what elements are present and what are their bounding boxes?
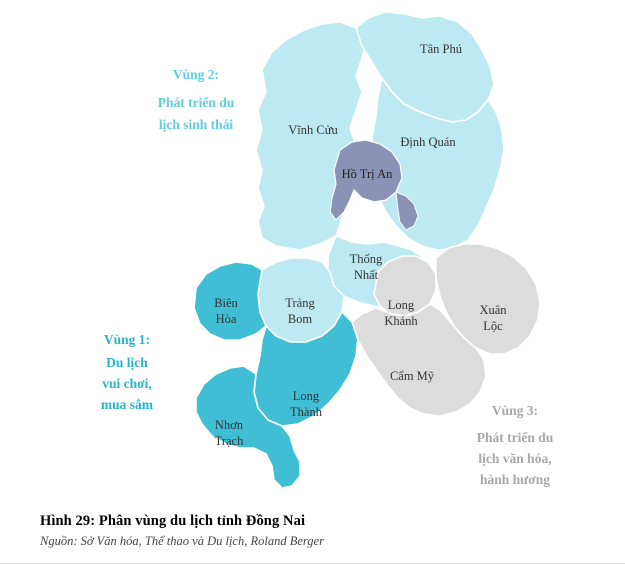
district-label-long-khanh-line1: Long [387, 297, 415, 312]
zone-3-title: Vùng 3: [491, 403, 539, 419]
district-label-trang-bom-line2: Bom [287, 311, 313, 326]
district-label-thong-nhat-line1: Thống [349, 251, 383, 266]
district-label-cam-my: Cẩm Mỹ [389, 368, 435, 383]
zone-3-line-3: hành hương [480, 472, 550, 488]
district-label-bien-hoa-line1: Biên [214, 295, 238, 310]
zone-1-annotation [101, 332, 154, 412]
zone-2-annotation [158, 67, 235, 132]
district-label-dinh-quan: Định Quán [400, 134, 456, 149]
district-label-nhon-trach-line1: Nhơn [214, 417, 244, 432]
figure-caption: Hình 29: Phân vùng du lịch tỉnh Đồng Nai [40, 513, 306, 529]
zone-1-line-3: mua sắm [100, 397, 154, 413]
page-divider [0, 563, 625, 564]
district-shape-vinh-cuu[interactable] [256, 22, 366, 250]
figure-source: Nguồn: Sở Văn hóa, Thể thao và Du lịch, Roland Berger [40, 534, 324, 548]
district-label-xuan-loc-line2: Lộc [483, 318, 503, 333]
zone-2-title: Vùng 2: [172, 67, 220, 83]
zone-3-line-1: Phát triển du [476, 430, 554, 446]
district-label-long-khanh-line2: Khánh [384, 313, 418, 328]
zone-2-line-1: Phát triển du [157, 95, 235, 111]
district-label-xuan-loc-line1: Xuân [479, 302, 507, 317]
district-label-tan-phu: Tân Phú [419, 41, 463, 56]
zone-1-line-2: vui chơi, [102, 376, 152, 392]
district-label-long-thanh-line2: Thành [290, 404, 322, 419]
zone-3-line-2: lịch văn hóa, [478, 451, 552, 467]
district-shape-bien-hoa[interactable] [194, 262, 266, 340]
district-label-thong-nhat-line2: Nhất [353, 267, 379, 282]
district-label-nhon-trach-line2: Trạch [214, 433, 244, 448]
district-label-long-thanh-line1: Long [292, 388, 320, 403]
zone-3-region[interactable] [349, 244, 540, 419]
district-label-vinh-cuu: Vĩnh Cửu [288, 122, 338, 137]
district-label-bien-hoa-line2: Hòa [215, 311, 237, 326]
zone-3-annotation [477, 403, 554, 487]
zone-1-title: Vùng 1: [103, 332, 151, 348]
district-label-trang-bom-line1: Trảng [285, 295, 315, 310]
zone-1-line-1: Du lịch [106, 355, 148, 371]
lake-label-ho-tri-an: Hồ Trị An [341, 166, 393, 181]
zone-2-line-2: lịch sinh thái [158, 117, 234, 133]
figure-caption-block [40, 513, 600, 549]
